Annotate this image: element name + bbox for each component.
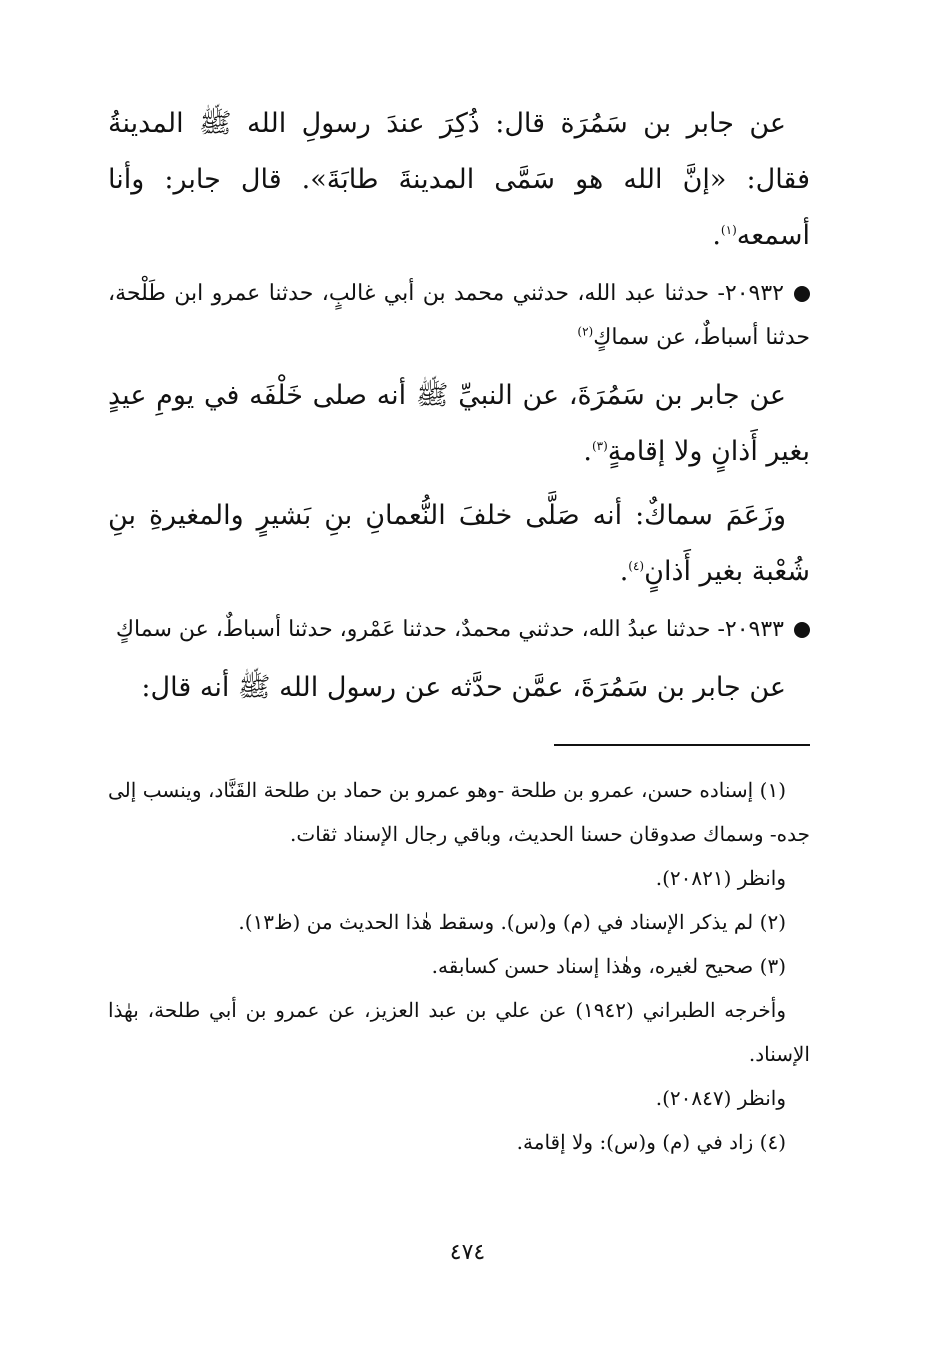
bullet-icon: [794, 286, 810, 302]
hadith-text-3-body: وزَعَمَ سماكٌ: أنه صَلَّى خلفَ النُّعمانِ بنِ بَشيرٍ والمغيرةِ بنِ شُعْبة بغير أَذانٍ: [108, 500, 810, 587]
page-number: ٤٧٤: [449, 1240, 486, 1265]
hadith-text-2-body: عن جابر بن سَمُرَةَ، عن النبيِّ ﷺ أنه صلى خَلْفَه في يومِ عيدٍ بغير أَذانٍ ولا إقامةٍ: [108, 380, 810, 467]
isnad-20933: [108, 608, 810, 652]
footnote-3-see-also: وانظر (٢٠٨٤٧).: [655, 1086, 786, 1110]
hadith-text-4-body: عن جابر بن سَمُرَةَ، عمَّن حدَّثه عن رسول الله ﷺ أنه قال:: [141, 672, 786, 703]
hadith-text-2: عن جابر بن سَمُرَةَ، عن النبيِّ ﷺ أنه صلى خَلْفَه في يومِ عيدٍ بغير أَذانٍ ولا إقامةٍ$^{(٣)}$.: [108, 380, 810, 467]
page-body: [108, 96, 810, 1164]
footnote-2: (٢) لم يذكر الإسناد في (م) و(س). وسقط هٰذا الحديث من (ظ١٣).: [238, 910, 786, 934]
hadith-text-1-body: عن جابر بن سَمُرَة قال: ذُكِرَ عندَ رسولِ الله ﷺ المدينةُ فقال: «إنَّ الله هو سَمَّى المدينةَ طابَةَ». قال جابر: وأنا أسمعه: [108, 108, 810, 251]
footnote-ref-3: (٣): [591, 439, 608, 453]
isnad-20932: [108, 272, 810, 360]
hadith-text-1: عن جابر بن سَمُرَة قال: ذُكِرَ عندَ رسولِ الله ﷺ المدينةُ فقال: «إنَّ الله هو سَمَّى المدينةَ طابَةَ». قال جابر: وأنا أسمعه$^{(١)}$.: [108, 108, 810, 251]
footnote-3: (٣) صحيح لغيره، وهٰذا إسناد حسن كسابقه.: [431, 954, 786, 978]
footnote-4: (٤) زاد في (م) و(س): ولا إقامة.: [516, 1130, 786, 1154]
footnote-1-see-also: وانظر (٢٠٨٢١).: [655, 866, 786, 890]
bullet-icon: [794, 622, 810, 638]
footnote-ref-2: (٢): [577, 324, 594, 339]
footnote-divider: [554, 744, 810, 746]
footnote-ref-1: (١): [720, 223, 737, 237]
footnote-ref-4: (٤): [628, 559, 645, 573]
isnad-20933-text: ٢٠٩٣٣- حدثنا عبدُ الله، حدثني محمدٌ، حدثنا عَمْرو، حدثنا أسباطٌ، عن سماكٍ: [115, 617, 784, 642]
hadith-text-4: [108, 660, 810, 716]
hadith-text-3: وزَعَمَ سماكٌ: أنه صَلَّى خلفَ النُّعمانِ بنِ بَشيرٍ والمغيرةِ بنِ شُعْبة بغير أَذانٍ$^{(٤)}$.: [108, 500, 810, 587]
isnad-20932-text: ٢٠٩٣٢- حدثنا عبد الله، حدثني محمد بن أبي غالبٍ، حدثنا عمرو ابن طَلْحة، حدثنا أسباطٌ، عن سماكٍ: [108, 281, 810, 350]
footnote-3-source: وأخرجه الطبراني (١٩٤٢) عن علي بن عبد العزيز، عن عمرو بن أبي طلحة، بهٰذا الإسناد.: [108, 998, 810, 1066]
footnote-1: (١) إسناده حسن، عمرو بن طلحة -وهو عمرو بن حماد بن طلحة القَنَّاد، وينسب إلى جده- وسماك صدوقان حسنا الحديث، وباقي رجال الإسناد ثقات.: [108, 778, 810, 846]
